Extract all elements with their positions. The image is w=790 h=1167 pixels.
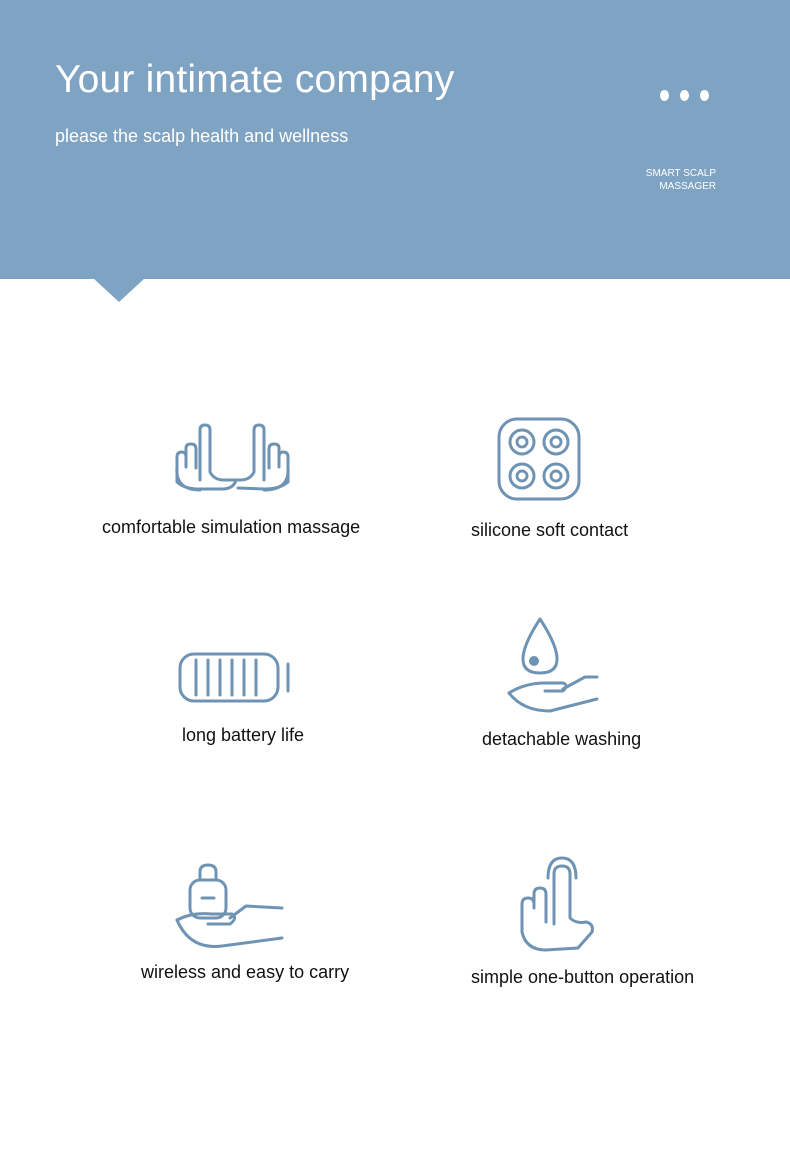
battery-icon bbox=[176, 648, 296, 708]
banner-pointer bbox=[93, 278, 145, 302]
water-drop-hand-icon bbox=[505, 615, 605, 715]
page-subtitle: please the scalp health and wellness bbox=[55, 126, 349, 146]
feature-label: comfortable simulation massage bbox=[102, 517, 361, 537]
header-banner bbox=[0, 0, 790, 279]
page-title: Your intimate company bbox=[55, 58, 455, 101]
feature-label: long battery life bbox=[182, 725, 305, 745]
hands-massage-icon bbox=[172, 422, 302, 502]
more-dots-icon bbox=[660, 88, 720, 106]
silicone-pad-icon bbox=[496, 416, 582, 502]
feature-label: wireless and easy to carry bbox=[141, 962, 350, 982]
brand-line-1: SMART SCALP bbox=[645, 168, 716, 179]
feature-label: simple one-button operation bbox=[471, 967, 695, 987]
finger-press-icon bbox=[516, 852, 600, 956]
brand-label bbox=[596, 167, 716, 193]
bag-in-hand-icon bbox=[172, 860, 288, 952]
feature-label: silicone soft contact bbox=[471, 520, 629, 540]
brand-line-2: MASSAGER bbox=[659, 181, 716, 192]
feature-label: detachable washing bbox=[482, 729, 642, 749]
